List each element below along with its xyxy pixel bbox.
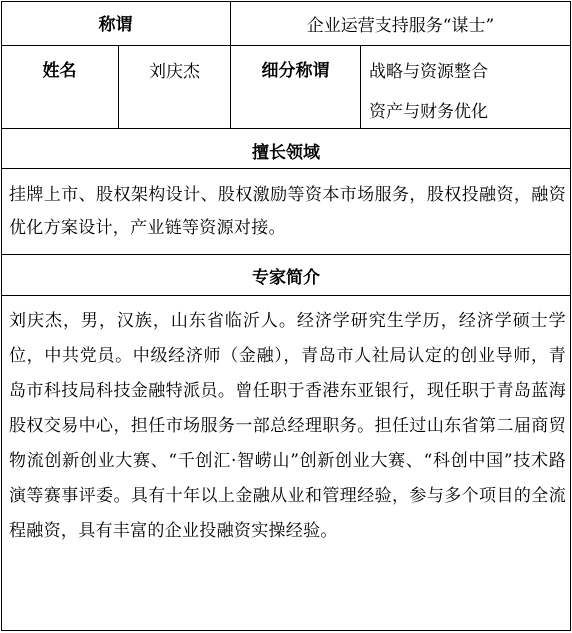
table-border-top [1,1,571,2]
title-value: 企业运营支持服务“谋士” [306,16,495,36]
sub-title-value: 战略与资源整合 [369,62,488,82]
sub-title-label: 细分称谓 [261,61,330,81]
sub-title-value: 资产与财务优化 [369,102,488,122]
name-value: 刘庆杰 [149,62,200,82]
profile-heading: 专家简介 [252,268,320,288]
column-divider [360,45,361,129]
table-border-right [570,1,571,631]
table-border-left [1,1,2,631]
table-border-bottom [1,630,571,631]
expert-profile-table [1,1,571,631]
row-divider [1,168,571,169]
name-label: 姓名 [42,61,77,81]
row-divider [1,254,571,255]
row-divider [1,295,571,296]
expertise-text: 挂牌上市、股权架构设计、股权激励等资本市场服务，股权投融资，融资优化方案设计，产业链等资源对接。 [9,185,566,238]
row-divider [1,128,571,129]
row-divider [1,45,571,46]
expertise-heading: 擅长领域 [252,143,320,163]
profile-text: 刘庆杰，男，汉族，山东省临沂人。经济学研究生学历，经济学硕士学位，中共党员。中级经济师（金融），青岛市人社局认定的创业导师，青岛市科技局科技金融特派员。曾任职于香港东亚银行，现任职于青岛蓝海股权交易中心，担任市场服务一部总经理职务。担任过山东省第二届商贸物流创新创业大赛、“千创汇·智崂山”创新创业大赛、“科创中国”技术路演等赛事评委。具有十年以上金融从业和管理经验，参与多个项目的全流程融资，具有丰富的企业投融资实操经验。 [9,311,566,541]
title-label: 称谓 [98,15,133,35]
